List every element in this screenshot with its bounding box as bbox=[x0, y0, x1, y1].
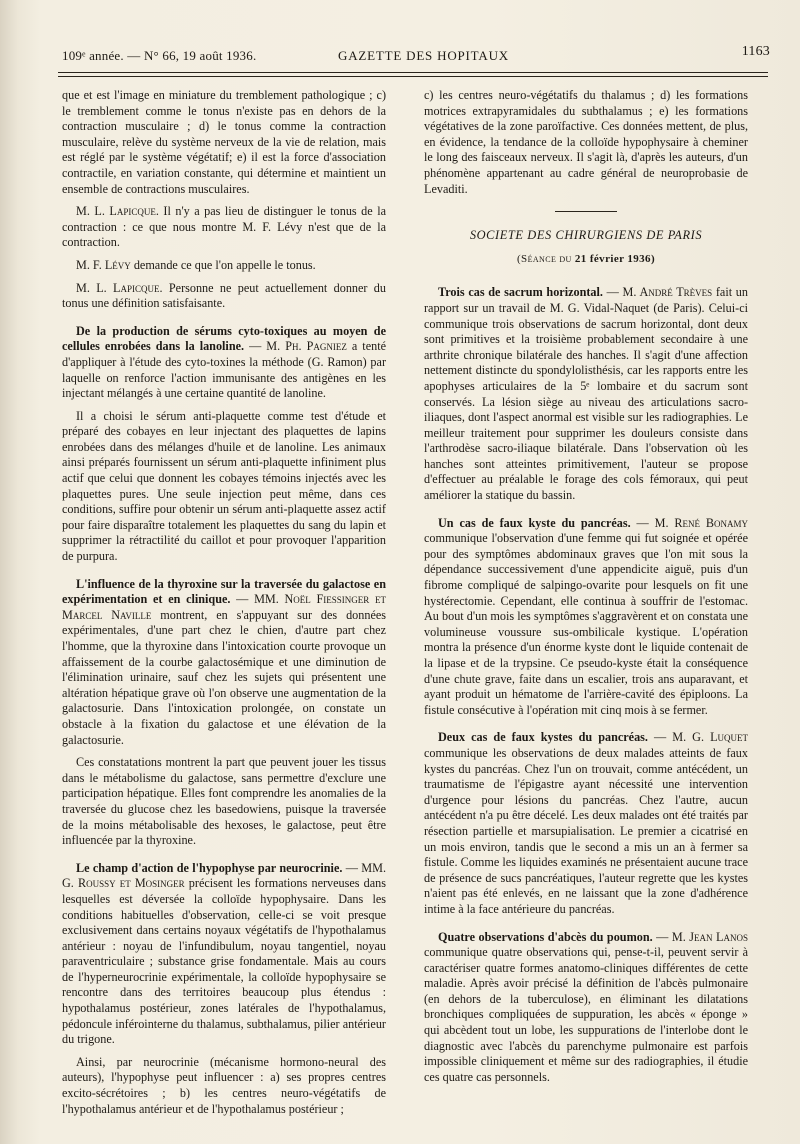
paragraph: que et est l'image en miniature du tremblement pathologique ; c) le tremblement comme le tonus n'existe pas en dehors de la contraction musculaire ; d) le tonus comme la contraction musculaire, relève du système nerveux de la vie de relation, mais est réglé par le système végétatif; e) il est la force d'association contractile, en variation constante, qui détermine et maintient un ensemble de contractions musculaires. bbox=[62, 88, 386, 196]
article-title: Quatre observations d'abcès du poumon. bbox=[438, 929, 653, 944]
paragraph: M. L. Lapicque. Personne ne peut actuellement donner du tonus une définition satisfaisante. bbox=[62, 280, 386, 311]
header-rule bbox=[58, 72, 768, 77]
article-title: De la production de sérums cyto-toxiques au moyen de cellules enrobées dans la lanoline. bbox=[62, 323, 386, 354]
article-title: Un cas de faux kyste du pancréas. bbox=[438, 515, 631, 530]
article-luquet: Deux cas de faux kystes du pancréas. — M. G. Luquet communique les observations de deux malades atteints de faux kystes du pancréas. Chez l'un on trouvait, comme antécédent, un traumatisme de l'épigastre ayant nécessité une intervention d'urgence pour lésions du pancréas. Chez l'autre, aucun antécédent n'a pu être décelé. Les deux malades ont été traités par résection partielle et marsupialisation. Le premier a cicatrisé en un mois environ, tandis que le second a mis un an à fermer sa fistule. Comme les liquides examinés ne présentaient aucune trace de présence de sucs pancréatiques, l'auteur regrette que les kystes n'aient pas été enlevés, en ne laissant que la zone d'adhérence intime à la face antérieure du pancréas. bbox=[424, 730, 749, 916]
article-lanos: Quatre observations d'abcès du poumon. — M. Jean Lanos communique quatre observations qui, pense-t-il, peuvent servir à caractériser quatre formes anatomo-cliniques différentes de cette maladie. Après avoir précisé la définition de l'abcès pulmonaire (en dehors de la tuberculose), en éliminant les dilatations bronchiques compliquées de suppuration, les abcès « éponge » qui abcèdent tout un lobe, les suppurations de l'interlobe dont le diagnostic avec l'abcès du parenchyme pulmonaire est parfois impossible cliniquement et même sur des radiographies, il étudie ces quatre cas personnels. bbox=[424, 929, 748, 1084]
left-column bbox=[62, 88, 386, 1124]
paragraph: Ces constatations montrent la part que peuvent jouer les tissus dans le métabolisme du galactose, sans permettre d'exclure une participation hépatique. Elles font comprendre les anomalies de la traversée du glucose chez les basedowiens, puisque la traversée de la moins métabolisable des hexoses, le galactose, peut être influencée par la thyroxine. bbox=[62, 755, 386, 848]
article-title: Deux cas de faux kystes du pancréas. bbox=[438, 730, 648, 745]
paragraph: M. F. Lévy demande ce que l'on appelle le tonus. bbox=[76, 257, 316, 272]
article-fiessinger: L'influence de la thyroxine sur la traversée du galactose en expérimentation et en clinique. — MM. Noël Fiessinger et Marcel Naville montrent, en s'appuyant sur des données expérimentales, d'une part chez le chien, d'autre part chez l'homme, que la thyroxine dans l'intoxication courte provoque un affaissement de la courbe galactosémique et une diminution de l'élimination urinaire, sauf chez les sujets qui présentent une altération hépatique grave où l'on observe une augmentation de la galactosurie. Dans l'intoxication prolongée, on constate un obstacle à la fixation du galactose et une élévation de la galactosurie. bbox=[62, 576, 387, 747]
section-divider bbox=[555, 211, 617, 212]
page-number: 1163 bbox=[741, 44, 770, 59]
journal-title: GAZETTE DES HOPITAUX bbox=[338, 48, 509, 63]
paragraph: Ainsi, par neurocrinie (mécanisme hormono-neural des auteurs), l'hypophyse peut influencer : a) ses propres centres excito-sécrétoires ; b) les centres neuro-végétatifs de l'hypothalamus antérieur et de l'hypothalamus postérieur ; bbox=[62, 1054, 386, 1116]
paragraph: M. L. Lapicque. Il n'y a pas lieu de distinguer le tonus de la contraction : ce que nous montre M. F. Lévy n'est que de la contraction. bbox=[62, 204, 386, 250]
issue-info: 109ᵉ année. — N° 66, 19 août 1936. bbox=[62, 48, 257, 63]
article-pagniez: De la production de sérums cyto-toxiques au moyen de cellules enrobées dans la lanoline. — M. Ph. Pagniez a tenté d'appliquer à l'étude des cyto-toxines la méthode (G. Ramon) par laquelle on renforce l'action immunisante des antigènes en les injectant mélangés à une certaine quantité de lanoline. bbox=[62, 323, 386, 401]
article-treves: Trois cas de sacrum horizontal. — M. André Trèves fait un rapport sur un travail de M. G. Vidal-Naquet (de Paris). Celui-ci communique trois observations de sacrum horizontal, dont deux sont primitives et la troisième probablement secondaire à une arthrite chronique bilatérale des hanches. Il s'agit d'une affection nettement distincte du spondylolisthésis, car les rapports entre les apophyses articulaires de la 5ᵉ lombaire et du sacrum sont conservés. La lésion siège au niveau des articulations sacro-iliaques, dont l'aspect anormal est visible sur les radiographies. Le meilleur traitement pour supprimer les douleurs consiste dans l'arthrodèse sacro-iliaque bilatérale. Dans l'observation où les hanches sont atteintes primitivement, l'auteur se propose d'effectuer au préalable le forage des cols fémoraux, qui peut améliorer la statique du bassin. bbox=[424, 285, 748, 503]
paragraph: c) les centres neuro-végétatifs du thalamus ; d) les formations motrices extrapyramidales du subthalamus ; e) les formations végétatives de la zone paroïfactive. Ces données mettent, de plus, en évidence, la tendance de la colloïde hypophysaire à cheminer le long des faisceaux nerveux. Il s'agit là, d'après les auteurs, d'un phénomène appartenant au cadre général de neuroprobasie de Levaditi. bbox=[424, 88, 748, 196]
article-title: Le champ d'action de l'hypophyse par neurocrinie. bbox=[76, 860, 343, 875]
article-roussy: Le champ d'action de l'hypophyse par neurocrinie. — MM. G. Roussy et Mosinger précisent les formations nerveuses dans lesquelles est déversée la colloïde hypophysaire. Dans les conditions habituelles d'observation, celle-ci se voit presque exclusivement dans certains noyaux végétatifs de l'hypothalamus antérieur : noyau de l'infundibulum, noyau tangentiel, noyau paraventriculaire ; substance grise fondamentale. Mais au cours de l'hyperneurocrinie expérimentale, la colloïde hypophysaire se rencontre dans des territoires beaucoup plus étendus : hypothalamus postérieur, zones latérales de l'hypothalamus, pédoncule inférointerne du thalamus, subthalamus, pilier antérieur du trigone. bbox=[62, 860, 386, 1047]
session-date: (Séance du 21 février 1936) bbox=[516, 252, 656, 265]
right-column bbox=[424, 88, 748, 1092]
article-title: Trois cas de sacrum horizontal. bbox=[438, 285, 603, 300]
page-header bbox=[62, 44, 770, 68]
society-heading: SOCIETE DES CHIRURGIENS DE PARIS bbox=[469, 228, 703, 243]
article-title: L'influence de la thyroxine sur la traversée du galactose en expérimentation et en clinique. bbox=[62, 576, 386, 607]
article-bonamy: Un cas de faux kyste du pancréas. — M. René Bonamy communique l'observation d'une femme qui fut soignée et opérée pour des symptômes abdominaux graves que l'on mit sous la dépendance successivement d'une appendicite aiguë, puis d'un fibrome compliqué de salpingo-ovarite pour lesquels on fit une hystérectomie. Cependant, elle continua à souffrir de l'estomac. Au bout d'un mois les symptômes s'aggravèrent et on constata une volumineuse voussure sus-ombilicale kystique. L'opération montra la présence d'un énorme kyste dont le liquide contenait de la lipase et de la trypsine. Ce pseudo-kyste était la conséquence d'une chute grave, faite dans un escalier, trois ans auparavant, et ayant produit un hématome de l'arrière-cavité des épiploons. La fistule consécutive à l'opération mit cinq mois à se fermer. bbox=[424, 515, 748, 717]
paragraph: Il a choisi le sérum anti-plaquette comme test d'étude et préparé des cobayes en leur injectant des plaquettes de lapins enrobées dans des mélanges d'huile et de lanoline. Les animaux ainsi préparés fournissent un sérum anti-plaquette infiniment plus actif que celui que donnent les cobayes témoins injectés avec les plaquettes pures. Une seule injection peut même, dans ces conditions, suffire pour obtenir un sérum anti-plaquette assez actif pour faire disparaître totalement les plaquettes du sang du lapin et supprimer la rétractilité du caillot et pour provoquer l'apparition de purpura. bbox=[62, 408, 386, 564]
